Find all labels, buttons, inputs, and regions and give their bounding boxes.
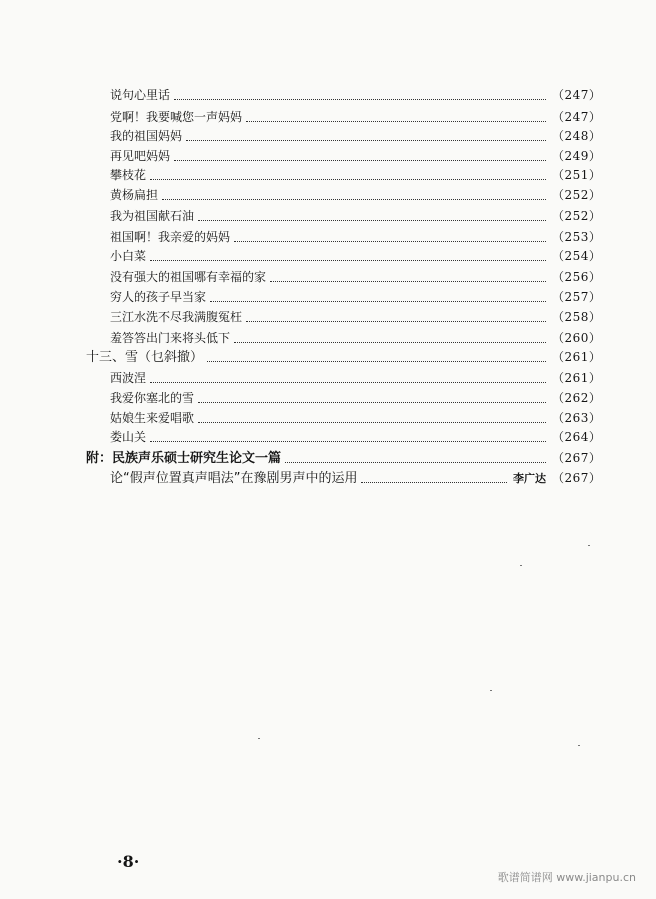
entry-title: 黄杨扁担 (110, 188, 159, 202)
scan-speck (588, 545, 590, 546)
toc-entry (110, 308, 602, 327)
entry-page: （252） (552, 188, 602, 202)
entry-page: （254） (552, 249, 602, 263)
entry-title: 没有强大的祖国哪有幸福的家 (110, 270, 267, 284)
toc-entry (110, 207, 602, 226)
leader-dots (234, 341, 546, 343)
entry-page: （260） (552, 331, 602, 345)
toc-entry (110, 147, 602, 166)
toc-entry (110, 329, 602, 348)
toc-entry (110, 268, 602, 287)
leader-dots (270, 280, 546, 282)
entry-title: 三江水洗不尽我满腹冤枉 (110, 310, 243, 324)
entry-title: 小白菜 (110, 249, 147, 263)
toc-entry (110, 369, 602, 388)
entry-page: （251） (552, 168, 602, 182)
scan-speck (520, 565, 522, 566)
entry-title: 攀枝花 (110, 168, 147, 182)
entry-title: 党啊！我要喊您一声妈妈 (110, 110, 243, 124)
entry-title: 再见吧妈妈 (110, 149, 171, 163)
entry-page: （262） (552, 391, 602, 405)
leader-dots (186, 139, 546, 141)
entry-page: （247） (552, 110, 602, 124)
scan-speck (490, 690, 492, 691)
entry-page: （248） (552, 129, 602, 143)
leader-dots (174, 159, 546, 161)
entry-title: 论“假声位置真声唱法”在豫剧男声中的运用 (110, 471, 358, 486)
entry-title: 西波涅 (110, 371, 147, 385)
toc-appendix-heading (86, 449, 602, 468)
scan-speck (258, 738, 260, 739)
entry-title: 穷人的孩子早当家 (110, 290, 207, 304)
entry-title: 我的祖国妈妈 (110, 129, 183, 143)
leader-dots (234, 240, 546, 242)
toc-entry (110, 469, 602, 488)
entry-page: （267） (552, 471, 602, 485)
entry-page: （258） (552, 310, 602, 324)
toc-entry (110, 247, 602, 266)
leader-dots (246, 120, 546, 122)
entry-page: （263） (552, 411, 602, 425)
leader-dots (198, 219, 546, 221)
toc-entry (110, 409, 602, 428)
leader-dots (361, 481, 507, 483)
entry-title: 我爱你塞北的雪 (110, 391, 195, 405)
entry-page: （261） (552, 350, 602, 364)
toc-entry (110, 288, 602, 307)
entry-page: （264） (552, 430, 602, 444)
leader-dots (198, 421, 546, 423)
entry-page: （253） (552, 230, 602, 244)
leader-dots (162, 198, 546, 200)
entry-author: 李广达 (513, 472, 546, 485)
entry-page: （256） (552, 270, 602, 284)
leader-dots (150, 440, 546, 442)
entry-title: 说句心里话 (110, 88, 171, 102)
entry-page: （267） (552, 451, 602, 465)
leader-dots (150, 381, 546, 383)
toc-entry (110, 389, 602, 408)
page-number: ·8· (117, 852, 140, 871)
entry-page: （257） (552, 290, 602, 304)
toc-section-heading (86, 348, 602, 367)
leader-dots (150, 259, 546, 261)
toc-entry (110, 228, 602, 247)
leader-dots (246, 320, 546, 322)
entry-title: 羞答答出门来将头低下 (110, 331, 231, 345)
toc-entry (110, 108, 602, 127)
entry-title: 十三、雪（乜斜撤） (86, 350, 204, 365)
scan-speck (578, 745, 580, 746)
entry-page: （249） (552, 149, 602, 163)
leader-dots (150, 178, 546, 180)
toc-entry (110, 166, 602, 185)
entry-title: 我为祖国献石油 (110, 209, 195, 223)
entry-page: （247） (552, 88, 602, 102)
toc-entry (110, 86, 602, 105)
toc-entry (110, 127, 602, 146)
leader-dots (210, 300, 546, 302)
leader-dots (207, 360, 546, 362)
entry-title: 娄山关 (110, 430, 147, 444)
entry-page: （261） (552, 371, 602, 385)
toc-entry (110, 428, 602, 447)
leader-dots (198, 401, 546, 403)
leader-dots (174, 98, 546, 100)
site-watermark: 歌谱简谱网 www.jianpu.cn (497, 871, 636, 884)
toc-entry (110, 186, 602, 205)
entry-title: 祖国啊！我亲爱的妈妈 (110, 230, 231, 244)
entry-title: 附：民族声乐硕士研究生论文一篇 (86, 451, 282, 466)
entry-page: （252） (552, 209, 602, 223)
leader-dots (285, 461, 546, 463)
entry-title: 姑娘生来爱唱歌 (110, 411, 195, 425)
